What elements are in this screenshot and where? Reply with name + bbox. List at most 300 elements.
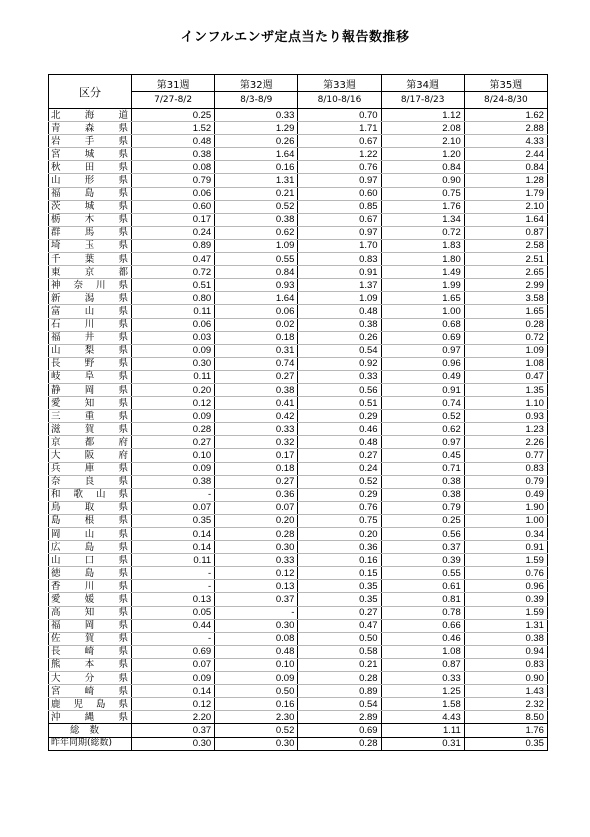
report-value: 0.09 bbox=[132, 344, 215, 357]
report-value: 0.75 bbox=[298, 514, 381, 527]
report-value: 1.49 bbox=[381, 266, 464, 279]
report-value: 0.74 bbox=[215, 357, 298, 370]
report-value: 0.96 bbox=[381, 357, 464, 370]
table-row bbox=[49, 672, 548, 685]
report-value: 1.00 bbox=[381, 305, 464, 318]
prefecture-name: 山 口 県 bbox=[49, 554, 132, 567]
table-row bbox=[49, 593, 548, 606]
report-value: 0.49 bbox=[464, 488, 547, 501]
table-row bbox=[49, 331, 548, 344]
report-value: 0.93 bbox=[215, 279, 298, 292]
prefecture-name: 岩 手 県 bbox=[49, 135, 132, 148]
report-value: 0.91 bbox=[381, 383, 464, 396]
report-value: 0.21 bbox=[298, 658, 381, 671]
report-value: 0.83 bbox=[464, 462, 547, 475]
table-row bbox=[49, 122, 548, 135]
prefecture-name: 石 川 県 bbox=[49, 318, 132, 331]
report-value: 0.20 bbox=[215, 514, 298, 527]
report-value: 1.70 bbox=[298, 239, 381, 252]
last-year-label: 昨年同期(総数) bbox=[49, 737, 132, 750]
prefecture-name: 広 島 県 bbox=[49, 541, 132, 554]
report-value: 0.09 bbox=[132, 672, 215, 685]
report-value: 0.51 bbox=[132, 279, 215, 292]
report-value: 1.65 bbox=[464, 305, 547, 318]
report-value: 0.70 bbox=[298, 109, 381, 122]
report-value: 0.16 bbox=[215, 698, 298, 711]
report-value: 0.89 bbox=[132, 239, 215, 252]
report-value: 0.33 bbox=[215, 554, 298, 567]
report-value: 0.37 bbox=[215, 593, 298, 606]
report-value: 1.28 bbox=[464, 174, 547, 187]
report-value: - bbox=[132, 488, 215, 501]
report-value: 0.20 bbox=[298, 528, 381, 541]
prefecture-name: 群 馬 県 bbox=[49, 226, 132, 239]
report-value: - bbox=[132, 567, 215, 580]
report-value: 0.83 bbox=[298, 253, 381, 266]
table-row bbox=[49, 554, 548, 567]
report-value: 0.54 bbox=[298, 344, 381, 357]
total-row bbox=[49, 724, 548, 737]
prefecture-name: 和 歌 山 県 bbox=[49, 488, 132, 501]
prefecture-name: 大 分 県 bbox=[49, 672, 132, 685]
report-value: 0.06 bbox=[132, 187, 215, 200]
prefecture-name: 神 奈 川 県 bbox=[49, 279, 132, 292]
report-value: 0.72 bbox=[132, 266, 215, 279]
report-value: 0.36 bbox=[215, 488, 298, 501]
report-value: 1.00 bbox=[464, 514, 547, 527]
report-value: 0.44 bbox=[132, 619, 215, 632]
week-label: 第33週 bbox=[298, 75, 381, 92]
table-row bbox=[49, 580, 548, 593]
report-value: 0.11 bbox=[132, 554, 215, 567]
week-label: 第31週 bbox=[132, 75, 215, 92]
table-row bbox=[49, 239, 548, 252]
report-value: 2.30 bbox=[215, 711, 298, 724]
report-value: 0.24 bbox=[298, 462, 381, 475]
table-row bbox=[49, 397, 548, 410]
report-value: 0.38 bbox=[381, 488, 464, 501]
table-row bbox=[49, 344, 548, 357]
report-value: - bbox=[132, 632, 215, 645]
report-value: 1.90 bbox=[464, 501, 547, 514]
report-value: 1.64 bbox=[215, 292, 298, 305]
table-row bbox=[49, 528, 548, 541]
report-value: 0.38 bbox=[381, 475, 464, 488]
report-value: 0.67 bbox=[298, 135, 381, 148]
report-value: 0.54 bbox=[298, 698, 381, 711]
prefecture-name: 愛 知 県 bbox=[49, 397, 132, 410]
table-row bbox=[49, 501, 548, 514]
report-value: 0.74 bbox=[381, 397, 464, 410]
report-value: 0.62 bbox=[215, 226, 298, 239]
report-value: 0.85 bbox=[298, 200, 381, 213]
last-year-row bbox=[49, 737, 548, 750]
report-value: 0.28 bbox=[215, 528, 298, 541]
header-row-weeks bbox=[49, 75, 548, 92]
table-row bbox=[49, 135, 548, 148]
report-value: 0.62 bbox=[381, 423, 464, 436]
report-value: 0.12 bbox=[215, 567, 298, 580]
report-value: 0.66 bbox=[381, 619, 464, 632]
report-value: 0.67 bbox=[298, 213, 381, 226]
report-value: 2.58 bbox=[464, 239, 547, 252]
report-value: 0.72 bbox=[464, 331, 547, 344]
report-value: 0.97 bbox=[381, 344, 464, 357]
table-row bbox=[49, 514, 548, 527]
report-value: 0.25 bbox=[381, 514, 464, 527]
report-value: 0.38 bbox=[464, 632, 547, 645]
report-value: 0.15 bbox=[298, 567, 381, 580]
report-value: 0.13 bbox=[215, 580, 298, 593]
prefecture-name: 宮 城 県 bbox=[49, 148, 132, 161]
report-value: 0.96 bbox=[464, 580, 547, 593]
report-value: 0.78 bbox=[381, 606, 464, 619]
report-value: 0.71 bbox=[381, 462, 464, 475]
report-value: 0.72 bbox=[381, 226, 464, 239]
report-value: 0.97 bbox=[298, 226, 381, 239]
report-value: 0.84 bbox=[215, 266, 298, 279]
table-row bbox=[49, 187, 548, 200]
report-value: 1.22 bbox=[298, 148, 381, 161]
report-value: 0.36 bbox=[298, 541, 381, 554]
table-row bbox=[49, 449, 548, 462]
report-value: 2.51 bbox=[464, 253, 547, 266]
report-value: 0.27 bbox=[215, 370, 298, 383]
table-row bbox=[49, 711, 548, 724]
report-value: 0.21 bbox=[215, 187, 298, 200]
report-value: 0.46 bbox=[381, 632, 464, 645]
prefecture-name: 福 井 県 bbox=[49, 331, 132, 344]
prefecture-name: 静 岡 県 bbox=[49, 383, 132, 396]
table-row bbox=[49, 685, 548, 698]
report-value: 0.38 bbox=[132, 148, 215, 161]
table-row bbox=[49, 645, 548, 658]
prefecture-name: 愛 媛 県 bbox=[49, 593, 132, 606]
report-value: 0.30 bbox=[215, 619, 298, 632]
report-value: 0.28 bbox=[132, 423, 215, 436]
report-value: 0.02 bbox=[215, 318, 298, 331]
report-value: 0.17 bbox=[132, 213, 215, 226]
report-value: 0.97 bbox=[381, 436, 464, 449]
report-value: 1.31 bbox=[464, 619, 547, 632]
week-range: 7/27-8/2 bbox=[132, 92, 215, 109]
report-value: 0.41 bbox=[215, 397, 298, 410]
report-value: - bbox=[132, 580, 215, 593]
total-value: 1.76 bbox=[464, 724, 547, 737]
prefecture-name: 青 森 県 bbox=[49, 122, 132, 135]
table-row bbox=[49, 279, 548, 292]
report-value: 0.60 bbox=[298, 187, 381, 200]
prefecture-name: 長 野 県 bbox=[49, 357, 132, 370]
report-value: 0.58 bbox=[298, 645, 381, 658]
report-value: 0.28 bbox=[464, 318, 547, 331]
report-value: 0.91 bbox=[464, 541, 547, 554]
report-value: 0.37 bbox=[381, 541, 464, 554]
report-value: 0.92 bbox=[298, 357, 381, 370]
report-value: 0.81 bbox=[381, 593, 464, 606]
report-value: 1.12 bbox=[381, 109, 464, 122]
prefecture-name: 佐 賀 県 bbox=[49, 632, 132, 645]
prefecture-name: 熊 本 県 bbox=[49, 658, 132, 671]
prefecture-name: 新 潟 県 bbox=[49, 292, 132, 305]
prefecture-name: 鳥 取 県 bbox=[49, 501, 132, 514]
report-value: 0.83 bbox=[464, 658, 547, 671]
report-value: 0.89 bbox=[298, 685, 381, 698]
report-value: 0.39 bbox=[464, 593, 547, 606]
report-value: 0.10 bbox=[215, 658, 298, 671]
report-value: 0.38 bbox=[132, 475, 215, 488]
report-value: 1.99 bbox=[381, 279, 464, 292]
report-value: 1.08 bbox=[464, 357, 547, 370]
report-value: 1.59 bbox=[464, 554, 547, 567]
report-value: 1.52 bbox=[132, 122, 215, 135]
report-value: 0.51 bbox=[298, 397, 381, 410]
report-value: 0.48 bbox=[132, 135, 215, 148]
week-range: 8/24-8/30 bbox=[464, 92, 547, 109]
report-value: 1.79 bbox=[464, 187, 547, 200]
report-value: 2.20 bbox=[132, 711, 215, 724]
last-year-value: 0.31 bbox=[381, 737, 464, 750]
prefecture-name: 埼 玉 県 bbox=[49, 239, 132, 252]
report-value: 1.37 bbox=[298, 279, 381, 292]
report-value: 0.46 bbox=[298, 423, 381, 436]
report-value: 0.35 bbox=[298, 580, 381, 593]
report-value: 0.17 bbox=[215, 449, 298, 462]
table-row bbox=[49, 292, 548, 305]
table-row bbox=[49, 619, 548, 632]
total-value: 0.37 bbox=[132, 724, 215, 737]
report-value: 1.35 bbox=[464, 383, 547, 396]
report-value: 0.75 bbox=[381, 187, 464, 200]
report-value: 8.50 bbox=[464, 711, 547, 724]
report-value: 0.35 bbox=[298, 593, 381, 606]
report-value: 0.60 bbox=[132, 200, 215, 213]
report-value: 0.42 bbox=[215, 410, 298, 423]
report-value: 1.64 bbox=[464, 213, 547, 226]
report-value: 0.52 bbox=[215, 200, 298, 213]
prefecture-name: 山 梨 県 bbox=[49, 344, 132, 357]
report-value: 0.29 bbox=[298, 410, 381, 423]
table-row bbox=[49, 423, 548, 436]
week-label: 第32週 bbox=[215, 75, 298, 92]
report-value: 0.27 bbox=[132, 436, 215, 449]
table-body bbox=[49, 109, 548, 724]
report-value: 0.76 bbox=[298, 161, 381, 174]
report-value: 0.68 bbox=[381, 318, 464, 331]
report-value: 0.69 bbox=[132, 645, 215, 658]
report-value: 2.10 bbox=[381, 135, 464, 148]
report-value: 1.09 bbox=[298, 292, 381, 305]
table-row bbox=[49, 148, 548, 161]
report-value: 0.20 bbox=[132, 383, 215, 396]
report-value: 0.11 bbox=[132, 370, 215, 383]
report-value: 0.38 bbox=[215, 383, 298, 396]
report-value: 0.34 bbox=[464, 528, 547, 541]
table-row bbox=[49, 436, 548, 449]
report-value: 0.87 bbox=[381, 658, 464, 671]
report-value: 0.32 bbox=[215, 436, 298, 449]
report-value: 0.33 bbox=[298, 370, 381, 383]
report-value: 0.76 bbox=[464, 567, 547, 580]
report-value: 1.58 bbox=[381, 698, 464, 711]
report-value: 0.09 bbox=[132, 410, 215, 423]
report-value: 1.20 bbox=[381, 148, 464, 161]
report-value: 0.16 bbox=[298, 554, 381, 567]
prefecture-name: 長 崎 県 bbox=[49, 645, 132, 658]
table-row bbox=[49, 305, 548, 318]
week-range: 8/17-8/23 bbox=[381, 92, 464, 109]
report-value: 2.08 bbox=[381, 122, 464, 135]
report-value: 0.35 bbox=[132, 514, 215, 527]
report-value: 0.07 bbox=[132, 658, 215, 671]
week-range: 8/10-8/16 bbox=[298, 92, 381, 109]
week-label: 第34週 bbox=[381, 75, 464, 92]
report-value: 2.89 bbox=[298, 711, 381, 724]
report-value: 0.38 bbox=[298, 318, 381, 331]
report-value: 0.48 bbox=[298, 305, 381, 318]
report-value: 0.12 bbox=[132, 698, 215, 711]
prefecture-name: 千 葉 県 bbox=[49, 253, 132, 266]
table-row bbox=[49, 357, 548, 370]
report-value: 0.39 bbox=[381, 554, 464, 567]
report-value: 0.94 bbox=[464, 645, 547, 658]
report-value: 0.16 bbox=[215, 161, 298, 174]
prefecture-name: 山 形 県 bbox=[49, 174, 132, 187]
report-value: 0.30 bbox=[132, 357, 215, 370]
report-value: 1.09 bbox=[464, 344, 547, 357]
report-value: 0.08 bbox=[132, 161, 215, 174]
table-row bbox=[49, 475, 548, 488]
report-value: 1.31 bbox=[215, 174, 298, 187]
report-value: 3.58 bbox=[464, 292, 547, 305]
report-value: 0.09 bbox=[132, 462, 215, 475]
last-year-value: 0.28 bbox=[298, 737, 381, 750]
report-value: 4.33 bbox=[464, 135, 547, 148]
prefecture-name: 秋 田 県 bbox=[49, 161, 132, 174]
report-value: 1.64 bbox=[215, 148, 298, 161]
report-value: 1.65 bbox=[381, 292, 464, 305]
table-row bbox=[49, 253, 548, 266]
report-value: 0.47 bbox=[464, 370, 547, 383]
report-value: 0.84 bbox=[464, 161, 547, 174]
report-value: 0.55 bbox=[381, 567, 464, 580]
table-row bbox=[49, 200, 548, 213]
report-value: 1.09 bbox=[215, 239, 298, 252]
report-value: 0.14 bbox=[132, 528, 215, 541]
table-row bbox=[49, 161, 548, 174]
report-value: 0.77 bbox=[464, 449, 547, 462]
report-value: 0.12 bbox=[132, 397, 215, 410]
prefecture-name: 徳 島 県 bbox=[49, 567, 132, 580]
report-value: 0.79 bbox=[381, 501, 464, 514]
table-row bbox=[49, 658, 548, 671]
report-value: 2.44 bbox=[464, 148, 547, 161]
report-value: 0.47 bbox=[132, 253, 215, 266]
prefecture-name: 大 阪 府 bbox=[49, 449, 132, 462]
report-value: 0.09 bbox=[215, 672, 298, 685]
report-value: 0.80 bbox=[132, 292, 215, 305]
prefecture-name: 滋 賀 県 bbox=[49, 423, 132, 436]
table-row bbox=[49, 174, 548, 187]
prefecture-name: 富 山 県 bbox=[49, 305, 132, 318]
report-value: 0.33 bbox=[215, 109, 298, 122]
report-value: 2.32 bbox=[464, 698, 547, 711]
report-value: 0.27 bbox=[298, 606, 381, 619]
total-value: 1.11 bbox=[381, 724, 464, 737]
report-value: 0.33 bbox=[215, 423, 298, 436]
page-title: インフルエンザ定点当たり報告数推移 bbox=[180, 30, 410, 45]
table-row bbox=[49, 109, 548, 122]
report-value: 0.49 bbox=[381, 370, 464, 383]
report-value: 0.93 bbox=[464, 410, 547, 423]
report-value: 0.56 bbox=[298, 383, 381, 396]
header-kubun: 区分 bbox=[49, 75, 132, 109]
report-value: 2.65 bbox=[464, 266, 547, 279]
report-value: 1.34 bbox=[381, 213, 464, 226]
report-value: 0.08 bbox=[215, 632, 298, 645]
table-row bbox=[49, 226, 548, 239]
report-value: 0.48 bbox=[215, 645, 298, 658]
report-value: 0.27 bbox=[298, 449, 381, 462]
prefecture-name: 高 知 県 bbox=[49, 606, 132, 619]
total-label: 総数 bbox=[49, 724, 132, 737]
report-value: 0.18 bbox=[215, 331, 298, 344]
prefecture-name: 東 京 都 bbox=[49, 266, 132, 279]
report-value: 0.05 bbox=[132, 606, 215, 619]
table-row bbox=[49, 213, 548, 226]
total-value: 0.69 bbox=[298, 724, 381, 737]
report-value: 0.52 bbox=[381, 410, 464, 423]
report-value: 0.06 bbox=[132, 318, 215, 331]
table-row bbox=[49, 266, 548, 279]
report-value: - bbox=[215, 606, 298, 619]
report-value: 0.79 bbox=[132, 174, 215, 187]
report-value: 0.14 bbox=[132, 541, 215, 554]
prefecture-name: 京 都 府 bbox=[49, 436, 132, 449]
report-value: 0.13 bbox=[132, 593, 215, 606]
report-value: 0.97 bbox=[298, 174, 381, 187]
report-value: 1.10 bbox=[464, 397, 547, 410]
report-value: 0.69 bbox=[381, 331, 464, 344]
prefecture-name: 北 海 道 bbox=[49, 109, 132, 122]
report-value: 1.80 bbox=[381, 253, 464, 266]
report-value: 0.76 bbox=[298, 501, 381, 514]
report-value: 0.31 bbox=[215, 344, 298, 357]
table-row bbox=[49, 698, 548, 711]
report-value: 0.14 bbox=[132, 685, 215, 698]
report-value: 0.07 bbox=[215, 501, 298, 514]
report-value: 1.71 bbox=[298, 122, 381, 135]
report-value: 2.88 bbox=[464, 122, 547, 135]
prefecture-name: 岡 山 県 bbox=[49, 528, 132, 541]
report-value: 0.55 bbox=[215, 253, 298, 266]
influenza-report-table bbox=[48, 74, 548, 751]
prefecture-name: 奈 良 県 bbox=[49, 475, 132, 488]
report-value: 1.29 bbox=[215, 122, 298, 135]
table-row bbox=[49, 606, 548, 619]
report-value: 2.10 bbox=[464, 200, 547, 213]
table-row bbox=[49, 488, 548, 501]
prefecture-name: 沖 縄 県 bbox=[49, 711, 132, 724]
report-value: 1.43 bbox=[464, 685, 547, 698]
report-value: 0.11 bbox=[132, 305, 215, 318]
report-value: 0.45 bbox=[381, 449, 464, 462]
total-value: 0.52 bbox=[215, 724, 298, 737]
prefecture-name: 鹿 児 島 県 bbox=[49, 698, 132, 711]
table-row bbox=[49, 318, 548, 331]
prefecture-name: 岐 阜 県 bbox=[49, 370, 132, 383]
report-value: 0.50 bbox=[298, 632, 381, 645]
